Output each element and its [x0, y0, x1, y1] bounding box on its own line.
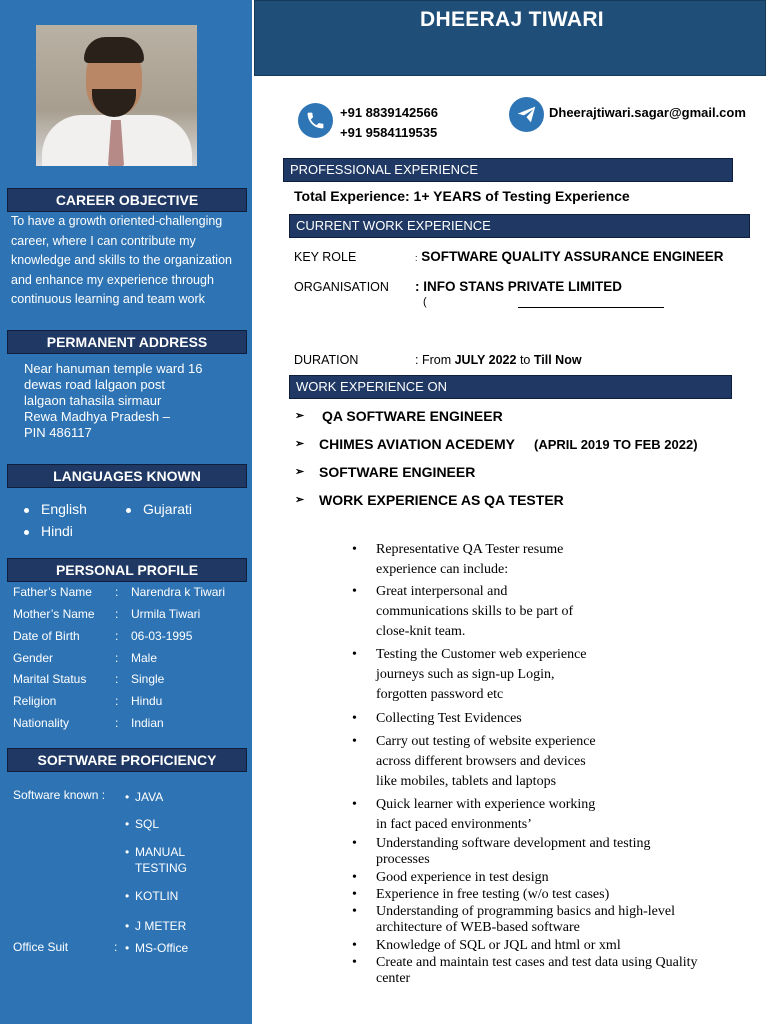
career-objective-line: career, where I can contribute my: [11, 233, 196, 248]
phone-number[interactable]: +91 9584119535: [340, 125, 438, 140]
responsibility-item: • Great interpersonal and communications skills to be part of close-knit team.: [352, 584, 574, 639]
languages-heading: LANGUAGES KNOWN: [7, 464, 247, 488]
responsibility-item: • Experience in free testing (w/o test cases): [352, 887, 610, 902]
current-work-heading: CURRENT WORK EXPERIENCE: [289, 214, 750, 238]
responsibility-item: • Create and maintain test cases and test data using Quality center: [352, 955, 698, 986]
responsibility-item: • Carry out testing of website experience across different browsers and devices like mobiles, tablets and laptops: [352, 734, 596, 789]
language-item: English: [24, 501, 87, 517]
underline-divider: [518, 307, 664, 308]
career-objective-text: [11, 212, 232, 310]
profile-row: Mother’s Name : Urmila Tiwari: [13, 607, 201, 621]
professional-experience-heading: PROFESSIONAL EXPERIENCE: [283, 158, 733, 182]
responsibility-item: • Understanding software development and testing processes: [352, 836, 651, 867]
address-line: Rewa Madhya Pradesh –: [24, 409, 170, 424]
language-item: Hindi: [24, 523, 73, 539]
duration-label: DURATION: [294, 353, 359, 367]
address-line: Near hanuman temple ward 16: [24, 361, 203, 376]
phone-numbers: [340, 103, 438, 143]
arrow-bullet-icon: ➢: [295, 410, 305, 422]
career-objective-line: To have a growth oriented-challenging: [11, 214, 223, 228]
work-experience-item: ➢ SOFTWARE ENGINEER: [295, 464, 476, 480]
organisation-value: : INFO STANS PRIVATE LIMITED: [415, 279, 623, 294]
key-role-value: : SOFTWARE QUALITY ASSURANCE ENGINEER: [415, 249, 724, 264]
responsibility-item: • Understanding of programming basics and high-level architecture of WEB-based software: [352, 904, 675, 935]
permanent-address-heading: PERMANENT ADDRESS: [7, 330, 247, 354]
profile-row: Father’s Name : Narendra k Tiwari: [13, 585, 226, 599]
organisation-paren: (: [423, 296, 427, 308]
address-line: dewas road lalgaon post: [24, 377, 165, 392]
software-item: • MANUAL TESTING: [125, 845, 188, 875]
responsibility-item: • Quick learner with experience working in fact paced environments’: [352, 797, 596, 832]
personal-profile-heading: PERSONAL PROFILE: [7, 558, 247, 582]
work-experience-on-heading: WORK EXPERIENCE ON: [289, 375, 732, 399]
career-objective-line: continuous learning and team work: [11, 292, 205, 306]
profile-row: Nationality : Indian: [13, 716, 164, 730]
profile-row: Religion : Hindu: [13, 694, 163, 708]
address-line: lalgaon tahasila sirmaur: [24, 393, 162, 408]
software-item: • SQL: [125, 817, 160, 831]
profile-row: Date of Birth : 06-03-1995: [13, 629, 193, 643]
candidate-name: DHEERAJ TIWARI: [420, 8, 604, 31]
arrow-bullet-icon: ➢: [295, 438, 305, 450]
total-experience: Total Experience: 1+ YEARS of Testing Experience: [294, 188, 630, 204]
profile-row: Gender : Male: [13, 651, 158, 665]
software-item: • J METER: [125, 919, 187, 933]
software-proficiency-heading: SOFTWARE PROFICIENCY: [7, 748, 247, 772]
arrow-bullet-icon: ➢: [295, 466, 305, 478]
chimes-dates: (APRIL 2019 TO FEB 2022): [534, 437, 698, 452]
responsibility-item: • Collecting Test Evidences: [352, 711, 522, 726]
organisation-label: ORGANISATION: [294, 280, 389, 294]
software-known-label: Software known :: [13, 788, 106, 802]
career-objective-line: knowledge and skills to the organization: [11, 253, 232, 267]
software-item: • KOTLIN: [125, 889, 179, 903]
responsibility-item: • Testing the Customer web experience journeys such as sign-up Login, forgotten password etc: [352, 647, 587, 702]
email-address[interactable]: Dheerajtiwari.sagar@gmail.com: [549, 105, 746, 120]
address-line: PIN 486117: [24, 425, 92, 440]
responsibility-item: • Good experience in test design: [352, 870, 549, 885]
profile-row: Marital Status : Single: [13, 672, 165, 686]
phone-number[interactable]: +91 8839142566: [340, 105, 438, 120]
work-experience-item: ➢ WORK EXPERIENCE AS QA TESTER: [295, 492, 564, 508]
software-item: • JAVA: [125, 790, 164, 804]
phone-icon: [298, 103, 333, 138]
email-icon: [509, 97, 544, 132]
work-experience-item: ➢ CHIMES AVIATION ACEDEMY (APRIL 2019 TO FEB 2022): [295, 436, 698, 452]
arrow-bullet-icon: ➢: [295, 494, 305, 506]
responsibility-item: • Knowledge of SQL or JQL and html or xml: [352, 938, 621, 953]
career-objective-line: and enhance my experience through: [11, 272, 214, 287]
responsibility-item: • Representative QA Tester resume experience can include:: [352, 542, 564, 577]
work-experience-item: ➢ QA SOFTWARE ENGINEER: [295, 408, 503, 424]
duration-value: : From JULY 2022 to Till Now: [415, 353, 582, 367]
permanent-address-text: [24, 361, 203, 441]
sidebar: [0, 0, 252, 1024]
office-suit-sep: :: [114, 940, 118, 954]
key-role-label: KEY ROLE: [294, 250, 357, 264]
language-item: Gujarati: [126, 501, 192, 517]
software-item: • MS-Office: [125, 941, 189, 955]
career-objective-heading: CAREER OBJECTIVE: [7, 188, 247, 212]
office-suit-label: Office Suit: [13, 940, 69, 954]
profile-photo: [36, 25, 197, 166]
